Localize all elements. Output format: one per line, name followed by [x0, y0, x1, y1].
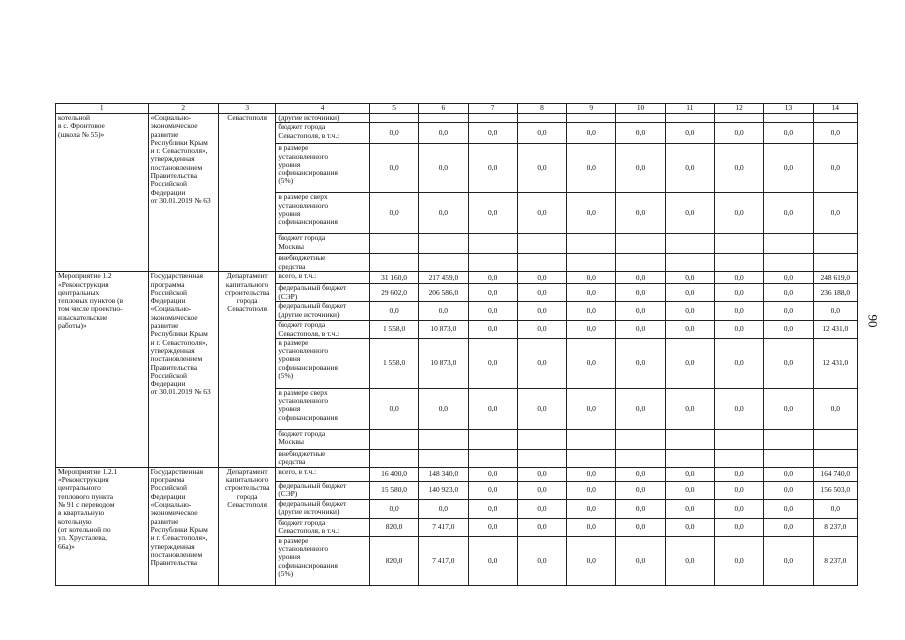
value-cell — [468, 234, 517, 254]
value-cell — [813, 114, 857, 123]
value-cell: 0,0 — [813, 302, 857, 321]
value-cell: 16 400,0 — [369, 467, 418, 481]
value-cell — [567, 114, 616, 123]
funding-source-cell: в размере установленного уровня софинансирования (5%) — [276, 536, 370, 585]
funding-source-cell: федеральный бюджет (другие источники) — [276, 499, 370, 518]
value-cell: 10 873,0 — [419, 321, 468, 339]
executor-cell: Департамент капитального строительства города Севастополя — [219, 467, 276, 585]
value-cell: 0,0 — [616, 481, 665, 499]
funding-source-cell: федеральный бюджет (другие источники) — [276, 302, 370, 321]
value-cell — [764, 449, 813, 467]
value-cell: 0,0 — [468, 272, 517, 284]
value-cell — [517, 114, 566, 123]
funding-source-cell: в размере сверх установленного уровня софинансирования — [276, 388, 370, 429]
value-cell: 0,0 — [567, 467, 616, 481]
value-cell: 0,0 — [665, 536, 714, 585]
value-cell: 0,0 — [616, 321, 665, 339]
value-cell: 164 740,0 — [813, 467, 857, 481]
funding-source-cell: бюджет города Москвы — [276, 234, 370, 254]
value-cell — [468, 114, 517, 123]
value-cell: 0,0 — [665, 518, 714, 536]
value-cell — [616, 429, 665, 449]
value-cell: 0,0 — [468, 467, 517, 481]
program-cell: Государственная программа Российской Федерации «Социально- экономическое развитие Республики Крым и г. Севастополя», утвержденная постановлением Правительства — [148, 467, 218, 585]
value-cell: 820,0 — [369, 518, 418, 536]
value-cell: 0,0 — [764, 123, 813, 144]
value-cell: 0,0 — [813, 388, 857, 429]
funding-source-cell: в размере установленного уровня софинансирования (5%) — [276, 338, 370, 388]
column-header: 13 — [764, 104, 813, 114]
value-cell: 0,0 — [517, 193, 566, 234]
value-cell: 0,0 — [517, 536, 566, 585]
value-cell: 0,0 — [419, 388, 468, 429]
value-cell: 0,0 — [764, 302, 813, 321]
value-cell: 0,0 — [369, 302, 418, 321]
value-cell: 0,0 — [813, 499, 857, 518]
value-cell: 0,0 — [567, 321, 616, 339]
value-cell: 0,0 — [764, 193, 813, 234]
value-cell — [764, 234, 813, 254]
column-header: 1 — [56, 104, 149, 114]
value-cell: 12 431,0 — [813, 321, 857, 339]
value-cell: 0,0 — [665, 284, 714, 302]
value-cell — [813, 254, 857, 272]
value-cell: 0,0 — [764, 338, 813, 388]
value-cell — [567, 234, 616, 254]
value-cell — [813, 449, 857, 467]
value-cell — [764, 429, 813, 449]
value-cell — [665, 114, 714, 123]
page-number: 90 — [865, 314, 881, 328]
column-header: 8 — [517, 104, 566, 114]
value-cell: 12 431,0 — [813, 338, 857, 388]
value-cell: 0,0 — [468, 338, 517, 388]
value-cell: 0,0 — [517, 481, 566, 499]
value-cell: 0,0 — [764, 467, 813, 481]
value-cell — [567, 254, 616, 272]
value-cell: 0,0 — [567, 193, 616, 234]
value-cell: 0,0 — [715, 338, 764, 388]
column-header: 7 — [468, 104, 517, 114]
value-cell — [369, 234, 418, 254]
value-cell — [369, 429, 418, 449]
value-cell — [419, 114, 468, 123]
value-cell: 0,0 — [813, 144, 857, 193]
value-cell — [419, 254, 468, 272]
value-cell: 0,0 — [468, 518, 517, 536]
value-cell — [813, 234, 857, 254]
header-row — [56, 104, 858, 114]
executor-cell: Департамент капитального строительства города Севастополя — [219, 272, 276, 468]
value-cell — [369, 254, 418, 272]
value-cell — [715, 234, 764, 254]
value-cell: 0,0 — [419, 123, 468, 144]
value-cell: 0,0 — [665, 321, 714, 339]
value-cell: 8 237,0 — [813, 518, 857, 536]
value-cell: 7 417,0 — [419, 536, 468, 585]
value-cell: 0,0 — [468, 536, 517, 585]
value-cell: 0,0 — [665, 338, 714, 388]
value-cell — [567, 429, 616, 449]
value-cell — [616, 254, 665, 272]
value-cell: 0,0 — [715, 193, 764, 234]
value-cell: 0,0 — [567, 302, 616, 321]
value-cell: 156 503,0 — [813, 481, 857, 499]
funding-source-cell: (другие источники) — [276, 114, 370, 123]
value-cell — [468, 254, 517, 272]
value-cell: 0,0 — [665, 388, 714, 429]
value-cell: 0,0 — [419, 302, 468, 321]
value-cell: 0,0 — [715, 536, 764, 585]
value-cell — [616, 449, 665, 467]
value-cell — [616, 234, 665, 254]
value-cell: 0,0 — [715, 321, 764, 339]
value-cell: 0,0 — [764, 321, 813, 339]
value-cell: 0,0 — [369, 144, 418, 193]
column-header: 12 — [715, 104, 764, 114]
value-cell — [665, 254, 714, 272]
measure-name-cell: Мероприятие 1.2 «Реконструкция центральных тепловых пунктов (в том числе проектно- изыскательские работы)» — [56, 272, 149, 468]
value-cell: 0,0 — [715, 481, 764, 499]
value-cell: 0,0 — [616, 388, 665, 429]
value-cell: 0,0 — [665, 481, 714, 499]
value-cell: 0,0 — [764, 284, 813, 302]
value-cell — [715, 114, 764, 123]
value-cell: 0,0 — [567, 272, 616, 284]
value-cell: 0,0 — [468, 481, 517, 499]
value-cell: 140 923,0 — [419, 481, 468, 499]
value-cell — [517, 449, 566, 467]
value-cell: 0,0 — [715, 272, 764, 284]
table-row — [56, 114, 858, 123]
value-cell — [813, 429, 857, 449]
value-cell: 0,0 — [517, 467, 566, 481]
column-header: 6 — [419, 104, 468, 114]
value-cell: 1 558,0 — [369, 321, 418, 339]
table-row — [56, 467, 858, 481]
value-cell: 0,0 — [665, 467, 714, 481]
value-cell: 0,0 — [616, 272, 665, 284]
value-cell — [369, 114, 418, 123]
value-cell: 0,0 — [468, 321, 517, 339]
value-cell: 0,0 — [369, 499, 418, 518]
funding-source-cell: бюджет города Севастополя, в т.ч.: — [276, 123, 370, 144]
value-cell: 0,0 — [715, 388, 764, 429]
funding-source-cell: внебюджетные средства — [276, 254, 370, 272]
value-cell: 0,0 — [616, 144, 665, 193]
value-cell — [419, 234, 468, 254]
value-cell: 0,0 — [764, 499, 813, 518]
value-cell: 0,0 — [715, 467, 764, 481]
table-body — [56, 114, 858, 586]
value-cell: 0,0 — [517, 338, 566, 388]
value-cell — [715, 254, 764, 272]
column-header: 3 — [219, 104, 276, 114]
value-cell: 217 459,0 — [419, 272, 468, 284]
value-cell: 0,0 — [517, 123, 566, 144]
value-cell: 0,0 — [419, 499, 468, 518]
value-cell: 0,0 — [468, 499, 517, 518]
value-cell: 0,0 — [567, 536, 616, 585]
value-cell — [419, 449, 468, 467]
value-cell: 820,0 — [369, 536, 418, 585]
value-cell: 0,0 — [567, 284, 616, 302]
value-cell: 0,0 — [665, 499, 714, 518]
value-cell: 236 188,0 — [813, 284, 857, 302]
value-cell: 0,0 — [764, 144, 813, 193]
value-cell: 0,0 — [517, 302, 566, 321]
value-cell — [665, 449, 714, 467]
value-cell: 148 340,0 — [419, 467, 468, 481]
value-cell: 10 873,0 — [419, 338, 468, 388]
value-cell — [764, 254, 813, 272]
value-cell: 0,0 — [665, 272, 714, 284]
column-header: 9 — [567, 104, 616, 114]
value-cell: 0,0 — [567, 388, 616, 429]
value-cell: 0,0 — [764, 272, 813, 284]
value-cell: 31 160,0 — [369, 272, 418, 284]
column-header: 5 — [369, 104, 418, 114]
value-cell: 0,0 — [715, 123, 764, 144]
funding-source-cell: в размере установленного уровня софинансирования (5%) — [276, 144, 370, 193]
value-cell: 0,0 — [468, 284, 517, 302]
value-cell: 0,0 — [517, 499, 566, 518]
value-cell: 0,0 — [813, 123, 857, 144]
column-header: 14 — [813, 104, 857, 114]
value-cell: 0,0 — [517, 272, 566, 284]
value-cell: 0,0 — [764, 481, 813, 499]
value-cell: 7 417,0 — [419, 518, 468, 536]
funding-source-cell: федеральный бюджет (СЭР) — [276, 284, 370, 302]
value-cell: 0,0 — [616, 284, 665, 302]
funding-source-cell: бюджет города Москвы — [276, 429, 370, 449]
value-cell: 0,0 — [616, 499, 665, 518]
value-cell: 0,0 — [517, 144, 566, 193]
value-cell — [715, 429, 764, 449]
value-cell: 248 619,0 — [813, 272, 857, 284]
value-cell: 0,0 — [468, 388, 517, 429]
value-cell: 0,0 — [468, 302, 517, 321]
value-cell: 0,0 — [517, 518, 566, 536]
value-cell: 0,0 — [517, 321, 566, 339]
value-cell — [369, 449, 418, 467]
value-cell: 0,0 — [813, 193, 857, 234]
value-cell: 0,0 — [715, 518, 764, 536]
value-cell: 0,0 — [715, 144, 764, 193]
value-cell: 0,0 — [369, 123, 418, 144]
program-cell: «Социально- экономическое развитие Республики Крым и г. Севастополя», утвержденная постановлением Правительства Российской Федерации от 30.01.2019 № 63 — [148, 114, 218, 272]
funding-source-cell: бюджет города Севастополя, в т.ч.: — [276, 321, 370, 339]
funding-source-cell: в размере сверх установленного уровня софинансирования — [276, 193, 370, 234]
value-cell: 15 580,0 — [369, 481, 418, 499]
column-header: 10 — [616, 104, 665, 114]
value-cell: 0,0 — [369, 193, 418, 234]
value-cell: 8 237,0 — [813, 536, 857, 585]
budget-table — [55, 103, 858, 586]
value-cell: 1 558,0 — [369, 338, 418, 388]
value-cell: 0,0 — [764, 388, 813, 429]
value-cell: 0,0 — [665, 144, 714, 193]
column-header: 2 — [148, 104, 218, 114]
value-cell: 0,0 — [764, 536, 813, 585]
value-cell: 0,0 — [517, 284, 566, 302]
table-row — [56, 272, 858, 284]
value-cell: 0,0 — [567, 338, 616, 388]
value-cell: 0,0 — [616, 467, 665, 481]
value-cell: 0,0 — [369, 388, 418, 429]
program-cell: Государственная программа Российской Федерации «Социально- экономическое развитие Республики Крым и г. Севастополя», утвержденная постановлением Правительства Российской Федерации от 30.01.2019 № 63 — [148, 272, 218, 468]
value-cell: 0,0 — [616, 518, 665, 536]
value-cell — [764, 114, 813, 123]
value-cell: 0,0 — [468, 123, 517, 144]
value-cell: 29 602,0 — [369, 284, 418, 302]
measure-name-cell: котельной в с. Фронтовое (школа № 55)» — [56, 114, 149, 272]
value-cell: 0,0 — [419, 193, 468, 234]
funding-source-cell: внебюджетные средства — [276, 449, 370, 467]
value-cell — [517, 429, 566, 449]
measure-name-cell: Мероприятие 1.2.1 «Реконструкция центрального теплового пункта № 91 с переводом в квартальную котельную (от котельной по ул. Хрусталева, 66а)» — [56, 467, 149, 585]
funding-source-cell: федеральный бюджет (СЭР) — [276, 481, 370, 499]
column-header: 4 — [276, 104, 370, 114]
value-cell: 0,0 — [665, 193, 714, 234]
value-cell: 0,0 — [616, 193, 665, 234]
value-cell — [468, 449, 517, 467]
value-cell — [419, 429, 468, 449]
funding-source-cell: всего, в т.ч.: — [276, 467, 370, 481]
value-cell: 0,0 — [468, 144, 517, 193]
value-cell — [517, 234, 566, 254]
value-cell: 0,0 — [616, 302, 665, 321]
value-cell: 0,0 — [715, 499, 764, 518]
value-cell: 0,0 — [567, 123, 616, 144]
value-cell: 0,0 — [567, 518, 616, 536]
value-cell — [567, 449, 616, 467]
value-cell — [715, 449, 764, 467]
value-cell: 0,0 — [665, 123, 714, 144]
value-cell: 0,0 — [468, 193, 517, 234]
value-cell: 0,0 — [567, 481, 616, 499]
value-cell — [468, 429, 517, 449]
funding-source-cell: всего, в т.ч.: — [276, 272, 370, 284]
value-cell — [616, 114, 665, 123]
value-cell: 0,0 — [715, 284, 764, 302]
value-cell: 0,0 — [665, 302, 714, 321]
value-cell: 0,0 — [567, 499, 616, 518]
executor-cell: Севастополя — [219, 114, 276, 272]
value-cell: 0,0 — [567, 144, 616, 193]
value-cell: 0,0 — [616, 123, 665, 144]
value-cell: 0,0 — [715, 302, 764, 321]
value-cell — [517, 254, 566, 272]
value-cell: 0,0 — [616, 536, 665, 585]
value-cell — [665, 429, 714, 449]
value-cell: 0,0 — [764, 518, 813, 536]
funding-source-cell: бюджет города Севастополя, в т.ч.: — [276, 518, 370, 536]
value-cell: 206 586,0 — [419, 284, 468, 302]
value-cell — [665, 234, 714, 254]
value-cell: 0,0 — [616, 338, 665, 388]
value-cell: 0,0 — [517, 388, 566, 429]
value-cell: 0,0 — [419, 144, 468, 193]
column-header: 11 — [665, 104, 714, 114]
